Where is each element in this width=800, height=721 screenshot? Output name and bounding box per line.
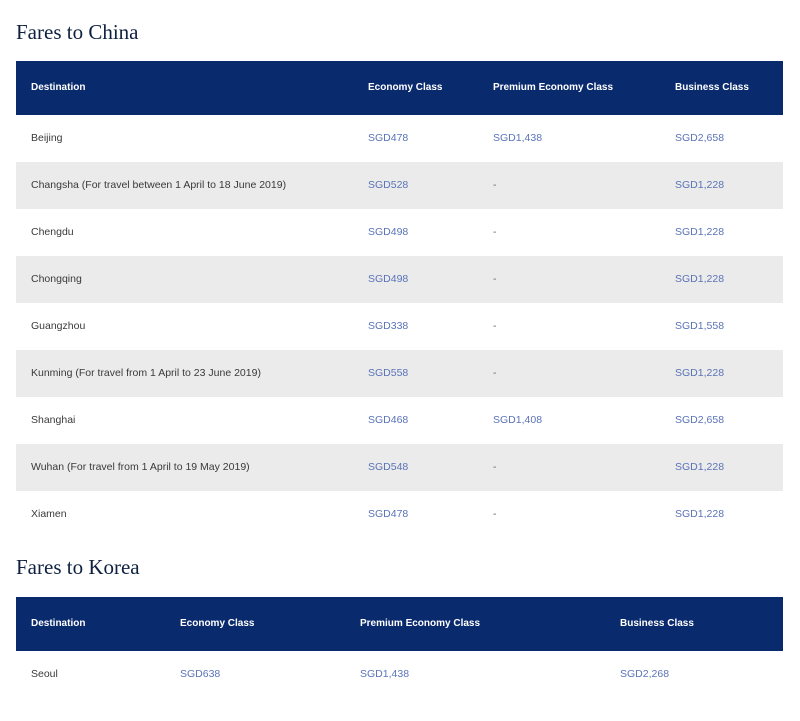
business-fare[interactable]: SGD1,228 bbox=[675, 226, 725, 238]
header-premium-economy: Premium Economy Class bbox=[360, 618, 481, 629]
header-premium-economy: Premium Economy Class bbox=[493, 82, 614, 93]
destination-cell: Guangzhou bbox=[31, 320, 86, 332]
premium-economy-fare: - bbox=[493, 367, 497, 379]
business-fare[interactable]: SGD2,658 bbox=[675, 132, 725, 144]
economy-fare[interactable]: SGD498 bbox=[368, 273, 409, 285]
destination-cell: Shanghai bbox=[31, 414, 76, 426]
header-destination: Destination bbox=[31, 82, 86, 93]
header-business: Business Class bbox=[675, 82, 749, 93]
china-table-header bbox=[16, 61, 783, 115]
destination-cell: Beijing bbox=[31, 132, 63, 144]
economy-fare[interactable]: SGD548 bbox=[368, 461, 409, 473]
china-fares-table bbox=[16, 61, 783, 538]
china-table-body bbox=[16, 115, 783, 538]
header-destination: Destination bbox=[31, 618, 86, 629]
business-fare[interactable]: SGD1,228 bbox=[675, 179, 725, 191]
business-fare[interactable]: SGD2,268 bbox=[620, 668, 670, 680]
premium-economy-fare: - bbox=[493, 273, 497, 285]
economy-fare[interactable]: SGD338 bbox=[368, 320, 409, 332]
business-fare[interactable]: SGD1,228 bbox=[675, 367, 725, 379]
premium-economy-fare[interactable]: SGD1,408 bbox=[493, 414, 543, 426]
economy-fare[interactable]: SGD478 bbox=[368, 508, 409, 520]
business-fare[interactable]: SGD1,228 bbox=[675, 273, 725, 285]
table-row bbox=[16, 397, 783, 444]
destination-cell: Kunming (For travel from 1 April to 23 June 2019) bbox=[31, 367, 261, 379]
premium-economy-fare: - bbox=[493, 226, 497, 238]
table-row bbox=[16, 303, 783, 350]
header-business: Business Class bbox=[620, 618, 694, 629]
table-row bbox=[16, 651, 783, 697]
table-row bbox=[16, 350, 783, 397]
header-economy: Economy Class bbox=[180, 618, 255, 629]
table-row bbox=[16, 209, 783, 256]
table-row bbox=[16, 162, 783, 209]
destination-cell: Changsha (For travel between 1 April to 18 June 2019) bbox=[31, 179, 287, 191]
premium-economy-fare[interactable]: SGD1,438 bbox=[360, 668, 410, 680]
table-row bbox=[16, 256, 783, 303]
destination-cell: Chongqing bbox=[31, 273, 82, 285]
business-fare[interactable]: SGD2,658 bbox=[675, 414, 725, 426]
economy-fare[interactable]: SGD558 bbox=[368, 367, 409, 379]
korea-table-body bbox=[16, 651, 783, 697]
korea-table-header bbox=[16, 597, 783, 651]
destination-cell: Xiamen bbox=[31, 508, 67, 520]
economy-fare[interactable]: SGD478 bbox=[368, 132, 409, 144]
table-row bbox=[16, 115, 783, 162]
business-fare[interactable]: SGD1,228 bbox=[675, 461, 725, 473]
premium-economy-fare: - bbox=[493, 508, 497, 520]
premium-economy-fare: - bbox=[493, 320, 497, 332]
header-economy: Economy Class bbox=[368, 82, 443, 93]
destination-cell: Chengdu bbox=[31, 226, 74, 238]
destination-cell: Seoul bbox=[31, 668, 58, 680]
economy-fare[interactable]: SGD638 bbox=[180, 668, 221, 680]
premium-economy-fare: - bbox=[493, 461, 497, 473]
economy-fare[interactable]: SGD468 bbox=[368, 414, 409, 426]
table-row bbox=[16, 491, 783, 538]
table-row bbox=[16, 444, 783, 491]
destination-cell: Wuhan (For travel from 1 April to 19 May 2019) bbox=[31, 461, 250, 473]
economy-fare[interactable]: SGD498 bbox=[368, 226, 409, 238]
premium-economy-fare: - bbox=[493, 179, 497, 191]
premium-economy-fare[interactable]: SGD1,438 bbox=[493, 132, 543, 144]
korea-fares-table bbox=[16, 597, 783, 697]
business-fare[interactable]: SGD1,558 bbox=[675, 320, 725, 332]
korea-fares-title: Fares to Korea bbox=[16, 555, 140, 579]
business-fare[interactable]: SGD1,228 bbox=[675, 508, 725, 520]
economy-fare[interactable]: SGD528 bbox=[368, 179, 409, 191]
china-fares-title: Fares to China bbox=[16, 20, 139, 44]
